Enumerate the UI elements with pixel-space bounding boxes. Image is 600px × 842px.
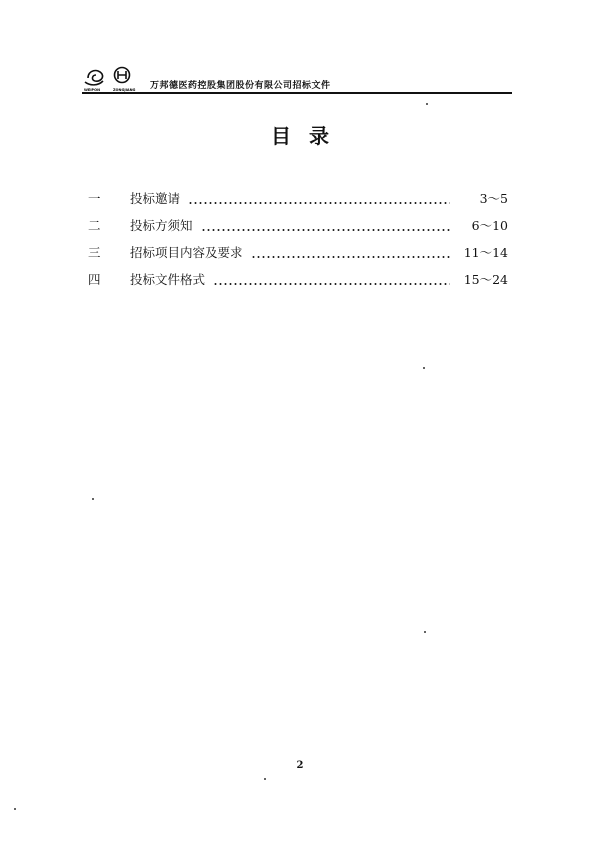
scan-speck	[423, 367, 425, 369]
scan-speck	[92, 498, 94, 500]
toc-entry-label: 招标项目内容及要求	[130, 244, 243, 260]
scan-speck	[424, 631, 426, 633]
table-of-contents	[88, 184, 508, 292]
header-rule	[82, 92, 512, 94]
toc-title: 目录	[271, 124, 347, 148]
toc-entry[interactable]	[88, 265, 508, 292]
page-number: 2	[296, 760, 304, 771]
toc-entry[interactable]	[88, 238, 508, 265]
toc-entry-number: 三	[88, 244, 101, 260]
toc-entry[interactable]	[88, 211, 508, 238]
toc-entry-label: 投标方须知	[130, 217, 193, 233]
svg-text:ZONGJIANG: ZONGJIANG	[113, 88, 136, 92]
toc-dot-leader	[213, 273, 450, 285]
toc-entry-pages: 11～14	[463, 244, 508, 260]
company-logo	[82, 64, 140, 92]
toc-dot-leader	[188, 192, 450, 204]
toc-entry-label: 投标邀请	[130, 190, 181, 206]
toc-dot-leader	[201, 219, 450, 231]
company-name: 万邦德医药控股集团股份有限公司招标文件	[150, 81, 331, 91]
scan-speck	[264, 778, 266, 780]
toc-entry-pages: 15～24	[463, 271, 508, 287]
scan-speck	[14, 808, 16, 810]
toc-entry-number: 二	[88, 217, 101, 233]
toc-entry-pages: 3～5	[479, 190, 508, 206]
scan-speck	[426, 103, 428, 105]
toc-dot-leader	[251, 246, 450, 258]
toc-entry-label: 投标文件格式	[130, 271, 206, 287]
toc-entry-number: 一	[88, 190, 101, 206]
toc-entry-number: 四	[88, 271, 101, 287]
toc-entry-pages: 6～10	[471, 217, 508, 233]
toc-entry[interactable]	[88, 184, 508, 211]
svg-text:WEIPON: WEIPON	[84, 88, 101, 92]
